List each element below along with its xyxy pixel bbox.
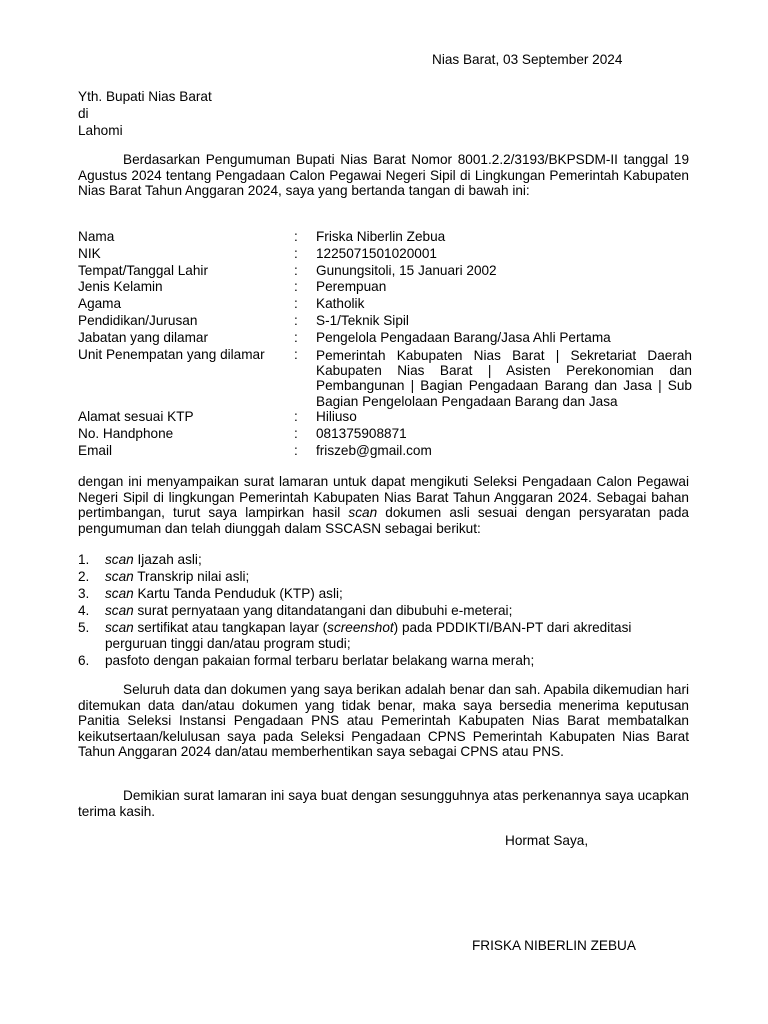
closing-paragraph: Demikian surat lamaran ini saya buat dengan sesungguhnya atas perkenannya saya ucapkan terima kasih. xyxy=(78,788,689,819)
field-separator: : xyxy=(294,279,298,295)
field-label: Unit Penempatan yang dilamar xyxy=(78,346,265,362)
field-label: Alamat sesuai KTP xyxy=(78,409,194,425)
field-value: Perempuan xyxy=(316,279,387,295)
recipient-block xyxy=(78,88,212,139)
field-label: Email xyxy=(78,442,112,458)
list-item xyxy=(78,653,672,669)
field-separator: : xyxy=(294,329,298,345)
list-item-italic: scan xyxy=(105,586,134,602)
field-separator: : xyxy=(294,245,298,261)
recipient-line: Lahomi xyxy=(78,123,123,138)
field-label: Jenis Kelamin xyxy=(78,279,163,295)
list-item-italic: scan xyxy=(105,620,134,636)
list-item xyxy=(78,603,672,619)
field-separator: : xyxy=(294,409,298,425)
recipient-line: di xyxy=(78,106,89,121)
list-number: 3. xyxy=(78,586,90,602)
field-separator: : xyxy=(294,442,298,458)
field-value: friszeb@gmail.com xyxy=(316,442,432,458)
table-row xyxy=(78,409,692,426)
field-separator: : xyxy=(294,262,298,278)
list-item-text: sertifikat atau tangkapan layar ( xyxy=(133,620,328,636)
field-value: Pemerintah Kabupaten Nias Barat | Sekretariat Daerah Kabupaten Nias Barat | Asisten Perekonomian dan Pembangunan | Bagian Pengadaan Barang dan Jasa | Sub Bagian Pengelolaan Pengadaan Barang dan Jasa xyxy=(316,347,692,409)
table-row xyxy=(78,313,692,330)
field-value: Katholik xyxy=(316,296,365,312)
closing-salutation: Hormat Saya, xyxy=(505,833,589,848)
field-value: Gunungsitoli, 15 Januari 2002 xyxy=(316,262,497,278)
table-row xyxy=(78,246,692,263)
field-separator: : xyxy=(294,346,298,362)
field-value: Friska Niberlin Zebua xyxy=(316,229,446,244)
list-item-italic: screenshot xyxy=(327,620,394,636)
table-row xyxy=(78,296,692,313)
table-row xyxy=(78,263,692,280)
field-label: NIK xyxy=(78,245,101,261)
list-item-text: ) pada PDDIKTI/BAN-PT dari akreditasi perguruan tinggi dan/atau program studi; xyxy=(105,620,632,652)
list-item-italic: scan xyxy=(105,603,134,619)
field-value: Pengelola Pengadaan Barang/Jasa Ahli Pertama xyxy=(316,329,611,345)
list-item xyxy=(78,586,672,602)
field-value: S-1/Teknik Sipil xyxy=(316,312,409,328)
field-label: Agama xyxy=(78,296,122,312)
attachment-list xyxy=(78,552,672,670)
table-row xyxy=(78,229,692,246)
field-value: 081375908871 xyxy=(316,426,407,441)
list-number: 6. xyxy=(78,653,90,669)
list-number: 5. xyxy=(78,620,90,636)
signer-name: FRISKA NIBERLIN ZEBUA xyxy=(472,938,636,953)
list-item xyxy=(78,552,672,568)
field-label: Pendidikan/Jurusan xyxy=(78,312,198,328)
applicant-details-table xyxy=(78,229,692,460)
list-number: 4. xyxy=(78,603,90,619)
table-row xyxy=(78,443,692,460)
field-separator: : xyxy=(294,426,298,441)
letter-date: Nias Barat, 03 September 2024 xyxy=(432,52,623,67)
purpose-text: dokumen asli sesuai dengan persyaratan pada pengumuman dan telah diunggah dalam SSCASN sebagai berikut: xyxy=(78,505,689,536)
field-value: 1225071501020001 xyxy=(316,245,437,261)
list-number: 1. xyxy=(78,552,90,567)
table-row xyxy=(78,426,692,443)
purpose-italic: scan xyxy=(348,505,378,521)
list-item xyxy=(78,620,672,652)
list-item-text: Transkrip nilai asli; xyxy=(133,569,250,585)
purpose-paragraph xyxy=(78,474,689,536)
field-separator: : xyxy=(294,312,298,328)
table-row xyxy=(78,347,692,410)
purpose-text: dengan ini menyampaikan surat lamaran untuk dapat mengikuti Seleksi Pengadaan Calon Pegawai Negeri Sipil di lingkungan Pemerintah Kabupaten Nias Barat Tahun Anggaran 2024. Sebagai bahan pertimbangan, turut saya lampirkan hasil xyxy=(78,474,689,521)
field-label: Jabatan yang dilamar xyxy=(78,329,208,345)
list-item-italic: scan xyxy=(105,552,134,567)
recipient-line: Yth. Bupati Nias Barat xyxy=(78,89,212,104)
field-label: Nama xyxy=(78,229,115,244)
field-separator: : xyxy=(294,296,298,312)
table-row xyxy=(78,330,692,347)
intro-paragraph: Berdasarkan Pengumuman Bupati Nias Barat Nomor 8001.2.2/3193/BKPSDM-II tanggal 19 Agustus 2024 tentang Pengadaan Calon Pegawai Negeri Sipil di Lingkungan Pemerintah Kabupaten Nias Barat Tahun Anggaran 2024, saya yang bertanda tangan di bawah ini: xyxy=(78,152,689,199)
list-item-text: surat pernyataan yang ditandatangani dan dibubuhi e-meterai; xyxy=(133,603,513,619)
list-item-text: pasfoto dengan pakaian formal terbaru berlatar belakang warna merah; xyxy=(105,653,535,669)
field-label: No. Handphone xyxy=(78,426,174,441)
field-label: Tempat/Tanggal Lahir xyxy=(78,262,208,278)
list-item-text: Ijazah asli; xyxy=(133,552,202,567)
field-separator: : xyxy=(294,229,298,244)
field-value: Hiliuso xyxy=(316,409,357,425)
list-item xyxy=(78,569,672,585)
list-number: 2. xyxy=(78,569,90,585)
statement-paragraph: Seluruh data dan dokumen yang saya berikan adalah benar dan sah. Apabila dikemudian hari ditemukan data dan/atau dokumen yang tidak benar, maka saya bersedia menerima keputusan Panitia Seleksi Instansi Pengadaan PNS atau Pemerintah Kabupaten Nias Barat membatalkan keikutsertaan/kelulusan saya pada Seleksi Pengadaan CPNS Pemerintah Kabupaten Nias Barat Tahun Anggaran 2024 dan/atau memberhentikan saya sebagai CPNS atau PNS. xyxy=(78,682,689,760)
list-item-italic: scan xyxy=(105,569,134,585)
list-item-text: Kartu Tanda Penduduk (KTP) asli; xyxy=(133,586,343,602)
table-row xyxy=(78,279,692,296)
